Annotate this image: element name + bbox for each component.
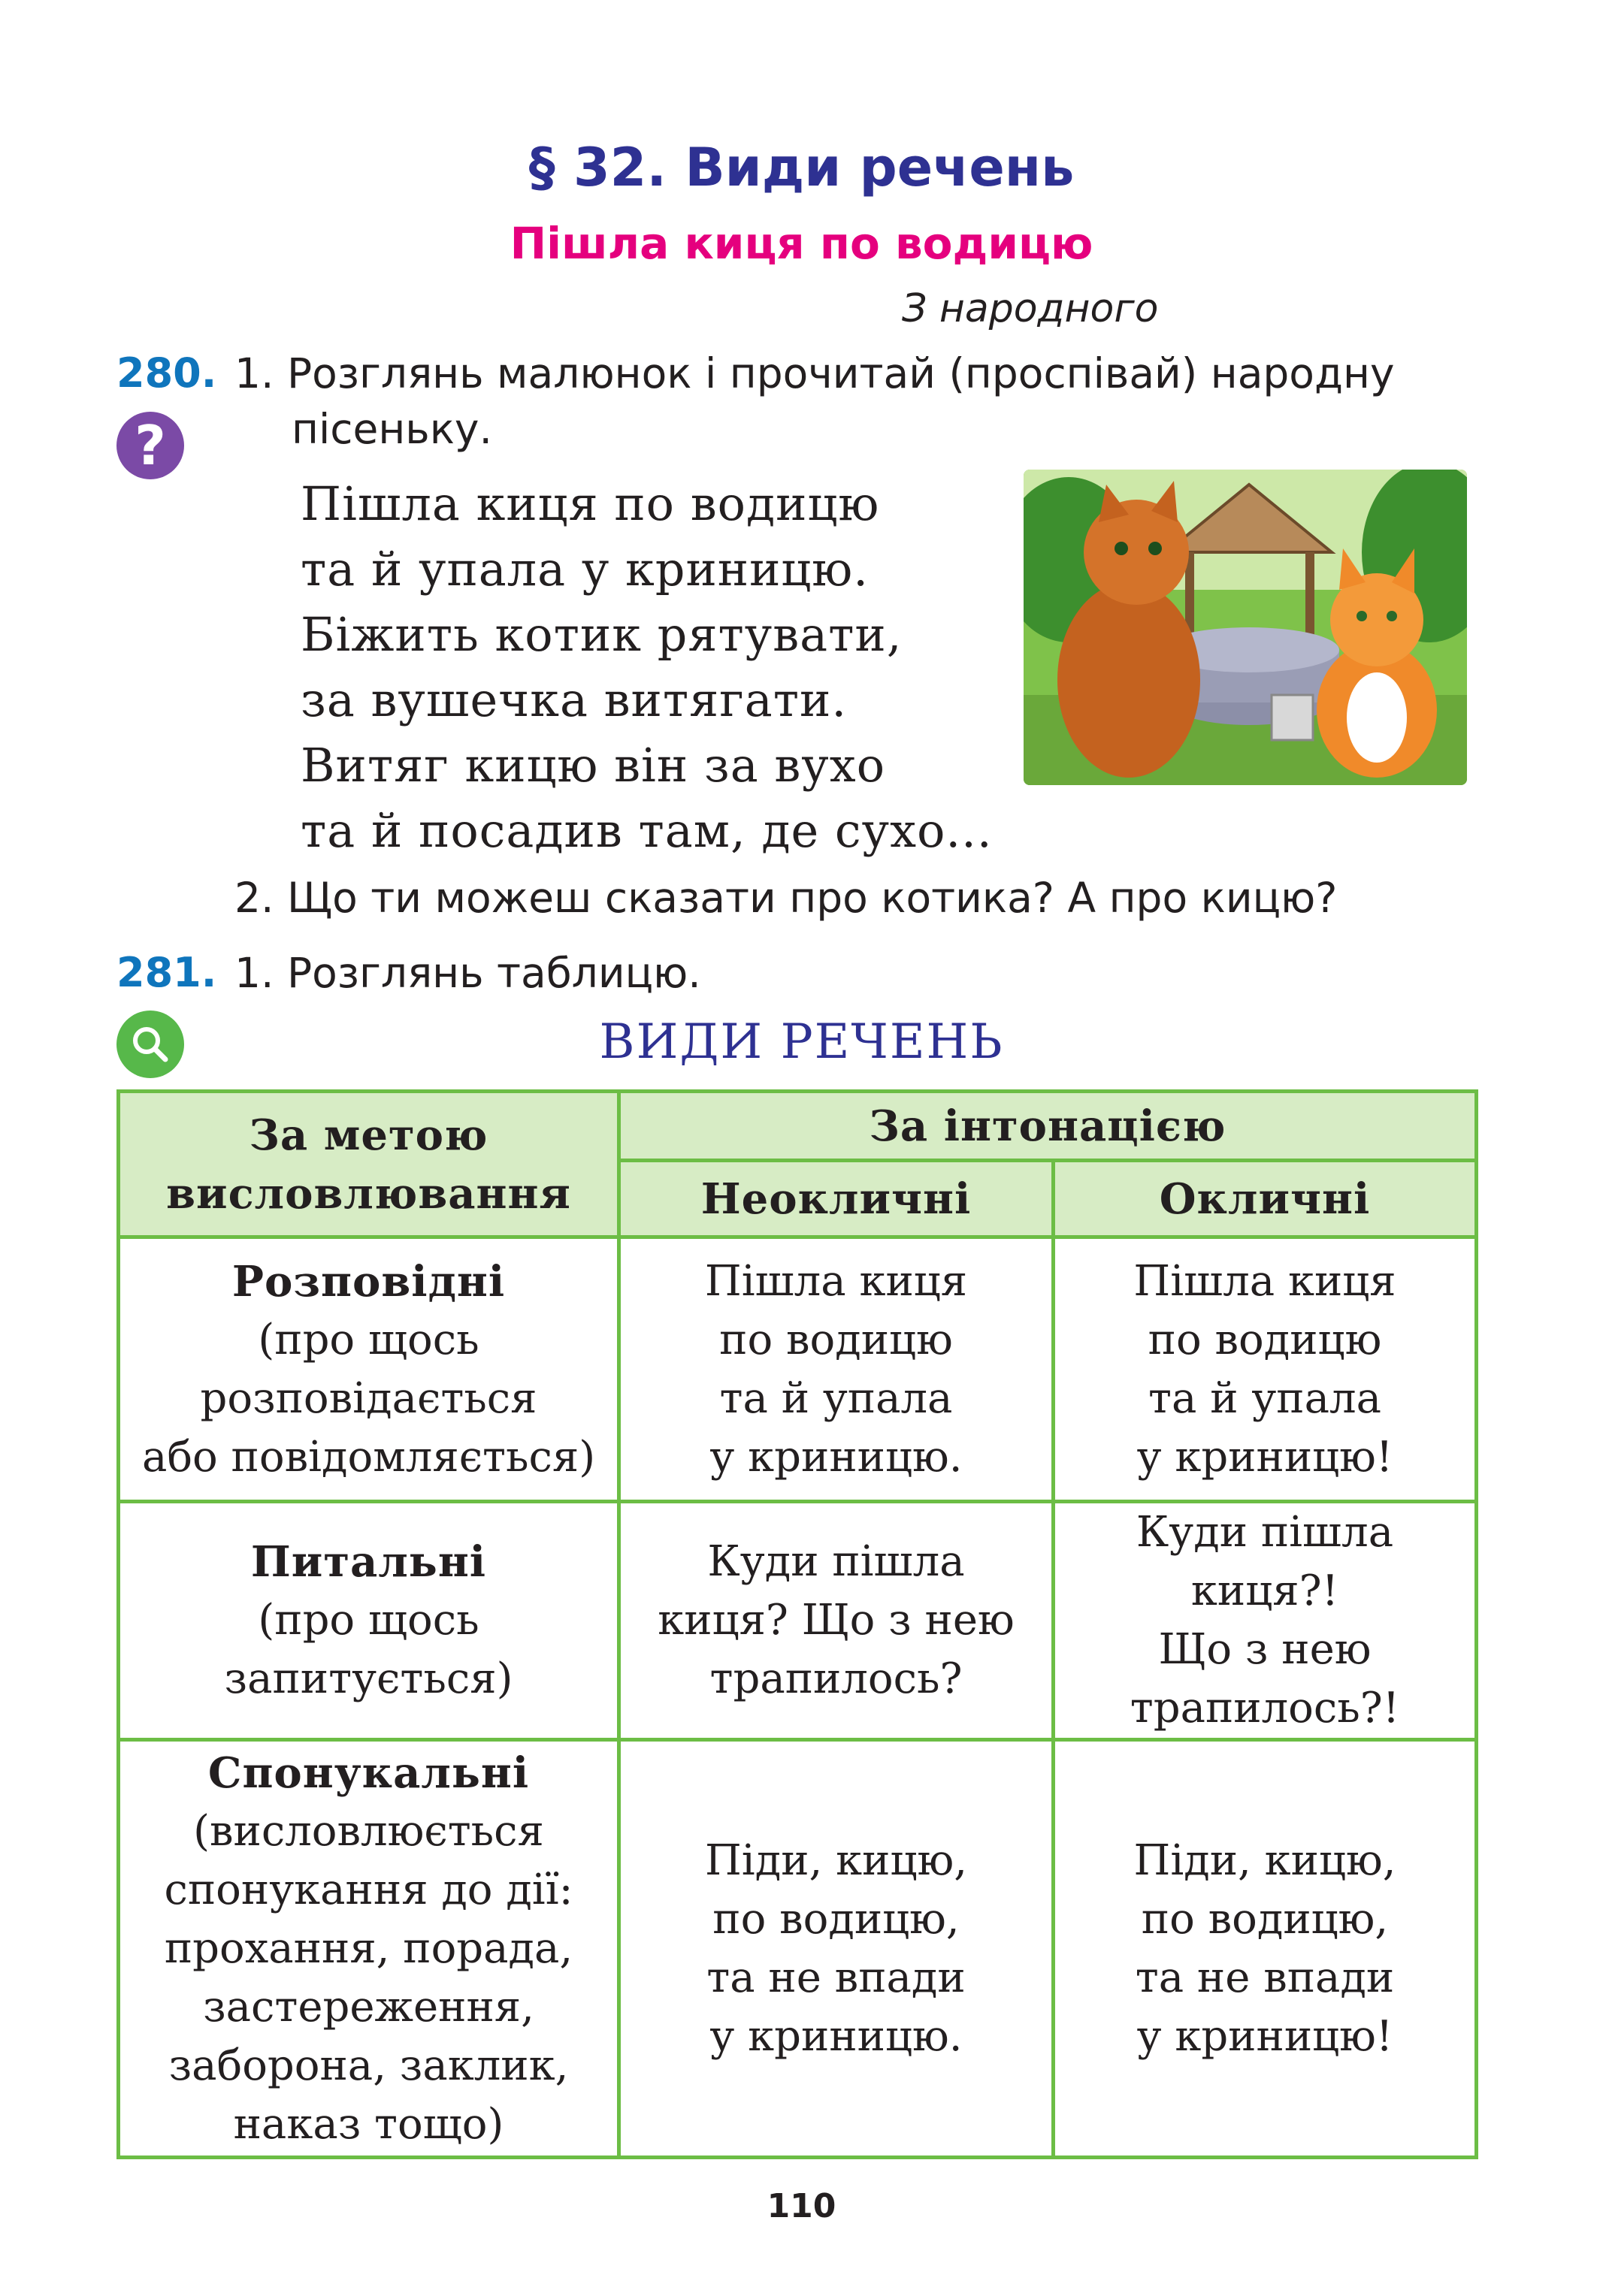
row-type-desc: запитується) — [224, 1654, 513, 1703]
row-type-desc: (про щось — [258, 1596, 479, 1645]
exercise-281-task1: 1. Розглянь таблицю. — [234, 949, 701, 997]
example-line: та й упала — [1148, 1373, 1381, 1423]
example-line: Куди пішла — [707, 1537, 965, 1586]
row-type-desc: наказ тощо) — [233, 2099, 504, 2149]
example-line: Що з нею — [1158, 1625, 1372, 1674]
question-icon — [116, 412, 184, 479]
poem-line: Пішла киця по водицю — [301, 476, 880, 531]
example-line: трапилось? — [709, 1654, 963, 1703]
example-line: Пішла киця — [704, 1256, 968, 1306]
non-exclamatory-example — [619, 1502, 1054, 1740]
sentence-types-table — [116, 1089, 1478, 2159]
header-non-exclamatory: Неокличні — [619, 1161, 1054, 1237]
exclamatory-example — [1054, 1237, 1477, 1502]
example-line: киця?! — [1190, 1566, 1339, 1615]
section-title: § 32. Види речень — [528, 137, 1075, 198]
exclamatory-example — [1054, 1502, 1477, 1740]
question-glyph: ? — [135, 414, 166, 477]
poem-line: та й посадив там, де сухо... — [301, 803, 993, 858]
row-type-name: Питальні — [250, 1537, 487, 1587]
illustration-svg — [1024, 470, 1467, 785]
exercise-280-task2: 2. Що ти можеш сказати про котика? А про кицю? — [234, 874, 1338, 922]
exercise-number-280: 280. — [116, 349, 217, 397]
example-line: та й упала — [719, 1373, 953, 1423]
exercise-280-task1-line1: 1. Розглянь малюнок і прочитай (проспівай) народну — [234, 349, 1395, 397]
example-line: трапилось?! — [1130, 1684, 1400, 1733]
example-line: киця? Що з нею — [658, 1596, 1015, 1645]
example-line: у криницю. — [709, 2011, 963, 2061]
example-line: Пішла киця — [1133, 1256, 1396, 1306]
row-type-desc: прохання, порада, — [164, 1923, 573, 1973]
example-line: Куди пішла — [1136, 1508, 1394, 1557]
example-line: Піди, кицю, — [704, 1835, 968, 1885]
row-type-name: Розповідні — [231, 1256, 506, 1307]
example-line: Піди, кицю, — [1133, 1835, 1396, 1885]
row-type-cell — [119, 1237, 619, 1502]
example-line: та не впади — [1135, 1953, 1395, 2002]
poem-line: Біжить котик рятувати, — [301, 607, 903, 662]
exclamatory-example — [1054, 1740, 1477, 2158]
example-line: та не впади — [706, 1953, 966, 2002]
row-type-desc: (про щось — [258, 1315, 479, 1364]
row-type-desc: розповідається — [200, 1373, 537, 1423]
row-type-desc: (висловлюється — [193, 1806, 544, 1856]
example-line: по водицю — [719, 1315, 953, 1364]
row-type-desc: застереження, — [203, 1982, 534, 2032]
poem-line: Витяг кицю він за вухо — [301, 738, 886, 793]
header-purpose-line: висловлювання — [166, 1168, 571, 1219]
row-type-desc: заборона, заклик, — [168, 2041, 569, 2090]
non-exclamatory-example — [619, 1740, 1054, 2158]
exercise-280-task1-line2: пісеньку. — [292, 405, 492, 453]
example-line: по водицю, — [712, 1894, 960, 1944]
example-line: у криницю. — [709, 1432, 963, 1482]
header-purpose — [119, 1092, 619, 1237]
example-line: по водицю — [1148, 1315, 1382, 1364]
table-row — [119, 1237, 1477, 1502]
example-line: по водицю, — [1141, 1894, 1389, 1944]
row-type-cell — [119, 1740, 619, 2158]
header-exclamatory: Окличні — [1054, 1161, 1477, 1237]
page-number: 110 — [767, 2187, 836, 2225]
row-type-desc: спонукання до дії: — [164, 1865, 573, 1914]
poem-source: З народного — [902, 286, 1159, 331]
example-line: у криницю! — [1136, 2011, 1393, 2061]
header-purpose-line: За метою — [249, 1110, 488, 1160]
table-title: ВИДИ РЕЧЕНЬ — [599, 1014, 1004, 1070]
non-exclamatory-example — [619, 1237, 1054, 1502]
poem-line: за вушечка витягати. — [301, 672, 848, 727]
example-line: у криницю! — [1136, 1432, 1393, 1482]
header-intonation: За інтонацією — [619, 1092, 1477, 1161]
table-row — [119, 1740, 1477, 2158]
poem-title: Пішла киця по водицю — [510, 218, 1093, 269]
row-type-name: Спонукальні — [207, 1748, 530, 1798]
table-row — [119, 1502, 1477, 1740]
poem-line: та й упала у криницю. — [301, 542, 869, 597]
row-type-desc: або повідомляється) — [141, 1432, 596, 1482]
cats-at-well-illustration — [1024, 470, 1467, 785]
row-type-cell — [119, 1502, 619, 1740]
exercise-number-281: 281. — [116, 949, 217, 996]
